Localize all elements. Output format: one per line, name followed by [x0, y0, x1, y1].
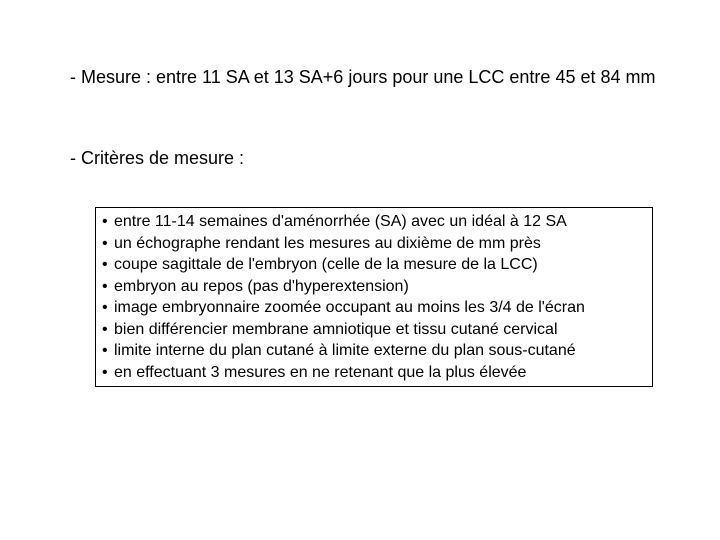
bullet: • — [102, 213, 108, 230]
criteria-box — [95, 207, 653, 387]
criteria-item-text: limite interne du plan cutané à limite externe du plan sous-cutané — [114, 342, 576, 359]
list-item — [102, 233, 652, 255]
bullet: • — [102, 256, 108, 273]
criteria-item-text: image embryonnaire zoomée occupant au moins les 3/4 de l'écran — [114, 299, 585, 316]
measure-paragraph: - Mesure : entre 11 SA et 13 SA+6 jours pour une LCC entre 45 et 84 mm — [70, 67, 656, 87]
criteria-item-text: un échographe rendant les mesures au dixième de mm près — [114, 234, 541, 252]
criteria-list — [102, 211, 652, 383]
bullet: • — [102, 320, 108, 338]
criteria-item-text: bien différencier membrane amniotique et tissu cutané cervical — [114, 320, 558, 338]
bullet: • — [102, 277, 108, 295]
criteria-item-text: entre 11-14 semaines d'aménorrhée (SA) avec un idéal à 12 SA — [114, 213, 567, 230]
list-item — [102, 276, 652, 298]
criteria-item-text: coupe sagittale de l'embryon (celle de la mesure de la LCC) — [114, 256, 538, 273]
list-item — [102, 297, 652, 319]
bullet: • — [102, 299, 108, 316]
list-item — [102, 340, 652, 362]
list-item — [102, 254, 652, 276]
bullet: • — [102, 363, 108, 381]
list-item — [102, 362, 652, 384]
criteria-heading: - Critères de mesure : — [70, 148, 245, 168]
bullet: • — [102, 342, 108, 359]
list-item — [102, 319, 652, 341]
list-item — [102, 211, 652, 233]
bullet: • — [102, 234, 108, 252]
criteria-item-text: embryon au repos (pas d'hyperextension) — [114, 277, 409, 295]
criteria-item-text: en effectuant 3 mesures en ne retenant que la plus élevée — [114, 363, 527, 381]
